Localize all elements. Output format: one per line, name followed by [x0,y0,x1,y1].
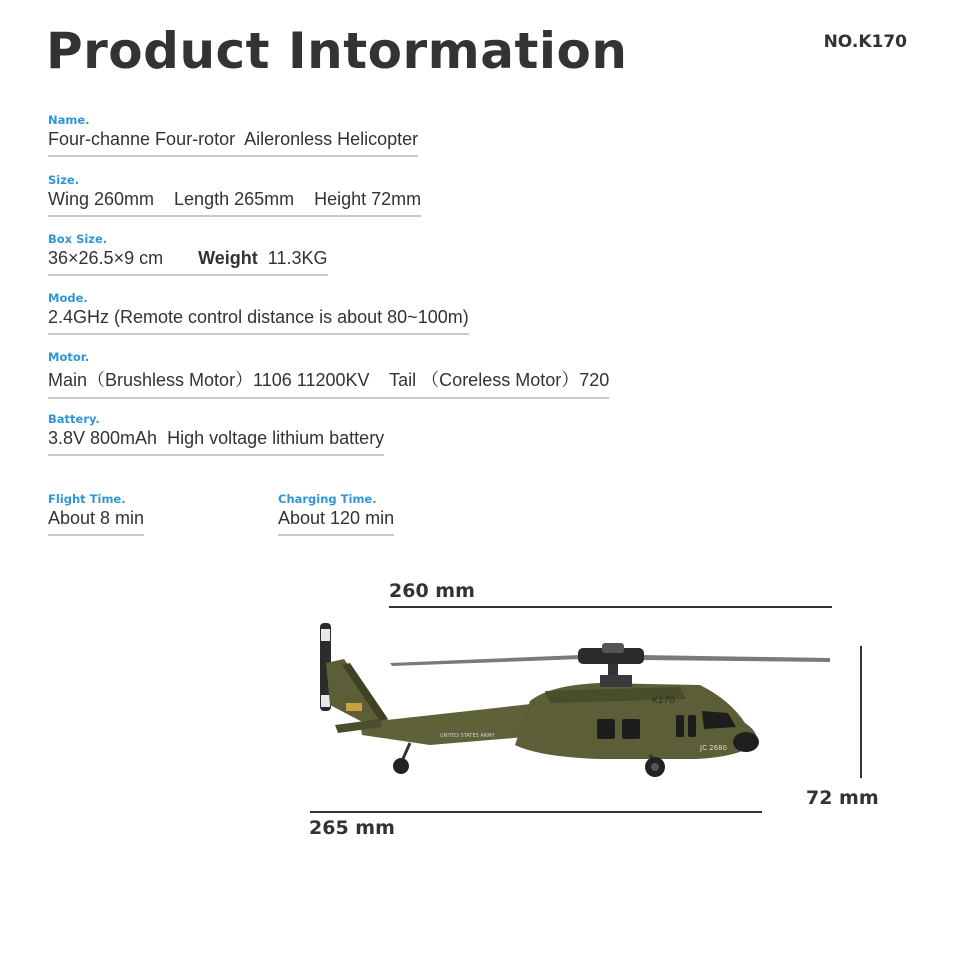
spec-size-label: Size. [48,173,80,187]
weight-value: 11.3KG [267,248,328,268]
spec-flight-time [48,492,144,536]
spec-charging-time-label: Charging Time. [278,492,377,506]
tail-rotor-tip-bottom [321,695,330,707]
spec-flight-time-value: About 8 min [48,506,144,536]
spec-size-value: Wing 260mm Length 265mm Height 72mm [48,187,421,217]
fuselage-marking: UNITED STATES ARMY [440,733,495,739]
spec-name-value: Four-channe Four-rotor Aileronless Helicopter [48,127,418,157]
spec-name-label: Name. [48,113,90,127]
page-title: Product Intormation [46,22,628,80]
main-wheel-hub [651,763,659,771]
length-dimension-label: 265 mm [309,817,395,839]
cabin-window-3 [676,715,684,737]
tail-wheel-strut [402,743,410,761]
wing-dimension-label: 260 mm [389,580,475,602]
wing-dimension-line [389,606,832,608]
main-rotor-right-blade [640,655,830,662]
spec-battery-value: 3.8V 800mAh High voltage lithium battery [48,426,384,456]
box-size-value: 36×26.5×9 cm [48,248,164,268]
spec-charging-time-value: About 120 min [278,506,394,536]
tail-decal [346,703,362,711]
helicopter-image [300,615,840,790]
model-number: NO.K170 [823,32,907,52]
length-dimension-line [310,811,762,813]
engine-intake [600,675,632,687]
nose-marking: JC 2680 [700,744,727,752]
spec-mode [48,291,469,335]
tail-wheel [393,758,409,774]
main-rotor-left-blade [390,655,582,666]
rotor-cap [602,643,624,653]
spec-mode-label: Mode. [48,291,88,305]
tail-rotor-tip-top [321,629,330,641]
nose-cone [733,732,759,752]
spec-battery [48,412,384,456]
cabin-window-1 [597,719,615,739]
cabin-window-2 [622,719,640,739]
cabin-window-4 [688,715,696,737]
spec-battery-label: Battery. [48,412,100,426]
spec-size [48,173,421,217]
height-dimension-line [860,646,862,778]
spec-motor [48,350,609,399]
weight-label: Weight [198,248,258,268]
tail-number-text: K170 [652,696,676,706]
spec-box-size-label: Box Size. [48,232,108,246]
spec-mode-value: 2.4GHz (Remote control distance is about 80~100m) [48,305,469,335]
spec-motor-label: Motor. [48,350,90,364]
spec-name [48,113,418,157]
spec-flight-time-label: Flight Time. [48,492,126,506]
spec-motor-value: Main（Brushless Motor）1106 11200KV Tail （Coreless Motor）720 [48,364,609,399]
spec-box-size [48,232,328,276]
height-dimension-label: 72 mm [806,787,879,809]
spec-box-size-value [48,246,328,276]
spec-charging-time [278,492,394,536]
